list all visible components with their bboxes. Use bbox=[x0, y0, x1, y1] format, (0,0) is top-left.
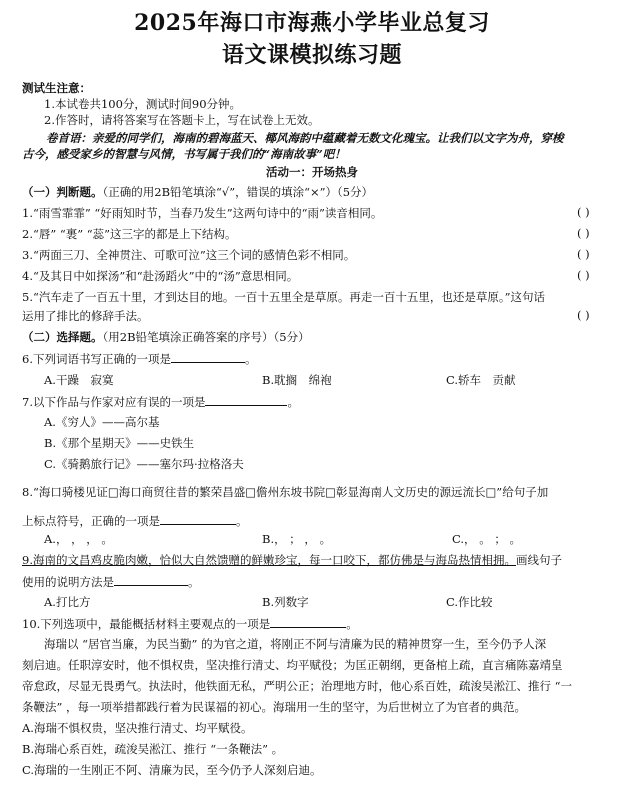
q9-option-c: C.作比较 bbox=[446, 595, 493, 609]
question-1: 1.“雨雪霏霏” “好雨知时节，当春乃发生”这两句诗中的“雨”读音相同。 bbox=[22, 206, 383, 220]
question-8-text: 上标点符号，正确的一项是 bbox=[22, 514, 160, 528]
q6-option-a: A.干躁 寂寞 bbox=[44, 373, 114, 387]
q10-option-a: A.海瑞不惧权贵，坚决推行清丈、均平赋役。 bbox=[22, 721, 253, 735]
answer-blank-6[interactable] bbox=[171, 350, 245, 363]
preface-line-1: 卷首语：亲爱的同学们，海南的碧海蓝天、椰风海韵中蕴藏着无数文化瑰宝。让我们以文字为舟，穿梭 bbox=[46, 131, 564, 145]
answer-paren-5: ( ) bbox=[577, 308, 590, 322]
answer-blank-10[interactable] bbox=[270, 615, 346, 628]
passage-line-2: 刻启迪。任职淳安时，他不惧权贵，坚决推行清丈、均平赋役；为匡正朝纲，更备棺上疏，直言痛陈嘉靖皇 bbox=[22, 658, 563, 672]
question-8-end: 。 bbox=[236, 514, 248, 528]
answer-paren-2: ( ) bbox=[577, 226, 590, 240]
question-7 bbox=[22, 393, 299, 410]
q8-option-a: A.， ， ， 。 bbox=[44, 532, 113, 546]
question-3: 3.“两面三刀、全神贯注、可歌可泣”这三个词的感情色彩不相同。 bbox=[22, 248, 356, 262]
q7-option-b: B.《那个星期天》——史铁生 bbox=[44, 436, 195, 450]
q10-option-c: C.海瑞的一生刚正不阿、清廉为民，至今仍予人深刻启迪。 bbox=[22, 763, 322, 777]
section2-title: （二）选择题。 bbox=[22, 330, 103, 344]
question-7-end: 。 bbox=[287, 395, 299, 409]
page-subtitle: 语文课模拟练习题 bbox=[221, 42, 402, 68]
question-2: 2.“唇” “裹” “蕊”这三字的都是上下结构。 bbox=[22, 227, 237, 241]
q8-option-b: B.， ； ， 。 bbox=[262, 532, 332, 546]
question-6-end: 。 bbox=[244, 352, 257, 366]
preface-line-2: 古今，感受家乡的智慧与风情，书写属于我们的“海南故事”吧！ bbox=[22, 147, 346, 161]
passage-line-4: 条鞭法” ，每一项举措都践行着为民谋福的初心。海瑞用一生的坚守，为后世树立了为官者的典范。 bbox=[22, 700, 527, 714]
activity-heading: 活动一：开场热身 bbox=[266, 165, 358, 179]
q7-option-a: A.《穷人》——高尔基 bbox=[44, 415, 160, 429]
question-9-line-2 bbox=[22, 573, 200, 590]
section1-title: （一）判断题。 bbox=[22, 185, 103, 199]
question-10-end: 。 bbox=[346, 617, 358, 631]
q6-option-c: C.轿车 贡献 bbox=[446, 373, 516, 387]
q6-option-b: B.耽搁 绵袍 bbox=[262, 373, 332, 387]
answer-blank-7[interactable] bbox=[205, 393, 287, 406]
underlined-sentence: 9.海南的文昌鸡皮脆肉嫩，恰似大自然馈赠的鲜嫩珍宝，每一口咬下，都仿佛是与海岛热情相拥。 bbox=[22, 553, 516, 567]
question-9-end: 。 bbox=[188, 575, 200, 589]
answer-paren-1: ( ) bbox=[577, 205, 590, 219]
section2-heading bbox=[22, 329, 310, 345]
question-10-text: 10.下列选项中，最能概括材料主要观点的一项是 bbox=[22, 617, 271, 631]
section2-desc: （用2B铅笔填涂正确答案的序号）（5分） bbox=[102, 330, 310, 344]
question-8-line-2 bbox=[22, 512, 248, 529]
q10-option-b: B.海瑞心系百姓，疏浚吴淞江、推行 “一条鞭法” 。 bbox=[22, 742, 284, 756]
section1-desc: （正确的用2B铅笔填涂“√”，错误的填涂“×”）（5分） bbox=[102, 185, 374, 199]
question-9-line-1 bbox=[22, 552, 562, 568]
notice-item-1: 1.本试卷共100分，测试时间90分钟。 bbox=[44, 97, 242, 111]
q9-option-a: A.打比方 bbox=[44, 595, 91, 609]
answer-blank-9[interactable] bbox=[114, 573, 188, 586]
q7-option-c: C.《骑鹅旅行记》——塞尔玛·拉格洛夫 bbox=[44, 457, 244, 471]
notice-heading: 测试生注意： bbox=[22, 81, 91, 95]
answer-paren-3: ( ) bbox=[577, 247, 590, 261]
page-title: 2025年海口市海燕小学毕业总复习 bbox=[134, 10, 490, 36]
notice-item-2: 2.作答时，请将答案写在答题卡上，写在试卷上无效。 bbox=[44, 113, 320, 127]
q8-option-c: C.， 。 ； 。 bbox=[452, 532, 522, 546]
question-9-tail: 画线句子 bbox=[515, 553, 562, 567]
answer-paren-4: ( ) bbox=[577, 268, 590, 282]
passage-line-3: 帝怠政，尽显无畏勇气。执法时，他铁面无私，严明公正；治理地方时，他心系百姓，疏浚吴淞江、推行 “一 bbox=[22, 679, 573, 693]
question-5-line-1: 5.“汽车走了一百五十里，才到达目的地。一百十五里全是草原。再走一百十五里，也还是草原。”这句话 bbox=[22, 290, 545, 304]
answer-blank-8[interactable] bbox=[160, 512, 236, 525]
question-8-line-1: 8.“海口骑楼见证□海口商贸往昔的繁荣昌盛□儋州东坡书院□彰显海南人文历史的源远流长□”给句子加 bbox=[22, 485, 549, 499]
question-6-text: 6.下列词语书写正确的一项是 bbox=[22, 352, 171, 366]
section1-heading bbox=[22, 184, 373, 200]
question-9-text: 使用的说明方法是 bbox=[22, 575, 114, 589]
passage-line-1: 海瑞以 “居官当廉，为民当勤” 的为官之道，将刚正不阿与清廉为民的精神贯穿一生，至今仍予人深 bbox=[44, 637, 547, 651]
question-4: 4.“及其日中如探汤”和“赴汤蹈火”中的“汤”意思相同。 bbox=[22, 269, 299, 283]
q9-option-b: B.列数字 bbox=[262, 595, 309, 609]
question-5-line-2: 运用了排比的修辞手法。 bbox=[22, 309, 149, 323]
question-6 bbox=[22, 350, 256, 367]
question-7-text: 7.以下作品与作家对应有误的一项是 bbox=[22, 395, 206, 409]
question-10 bbox=[22, 615, 358, 632]
